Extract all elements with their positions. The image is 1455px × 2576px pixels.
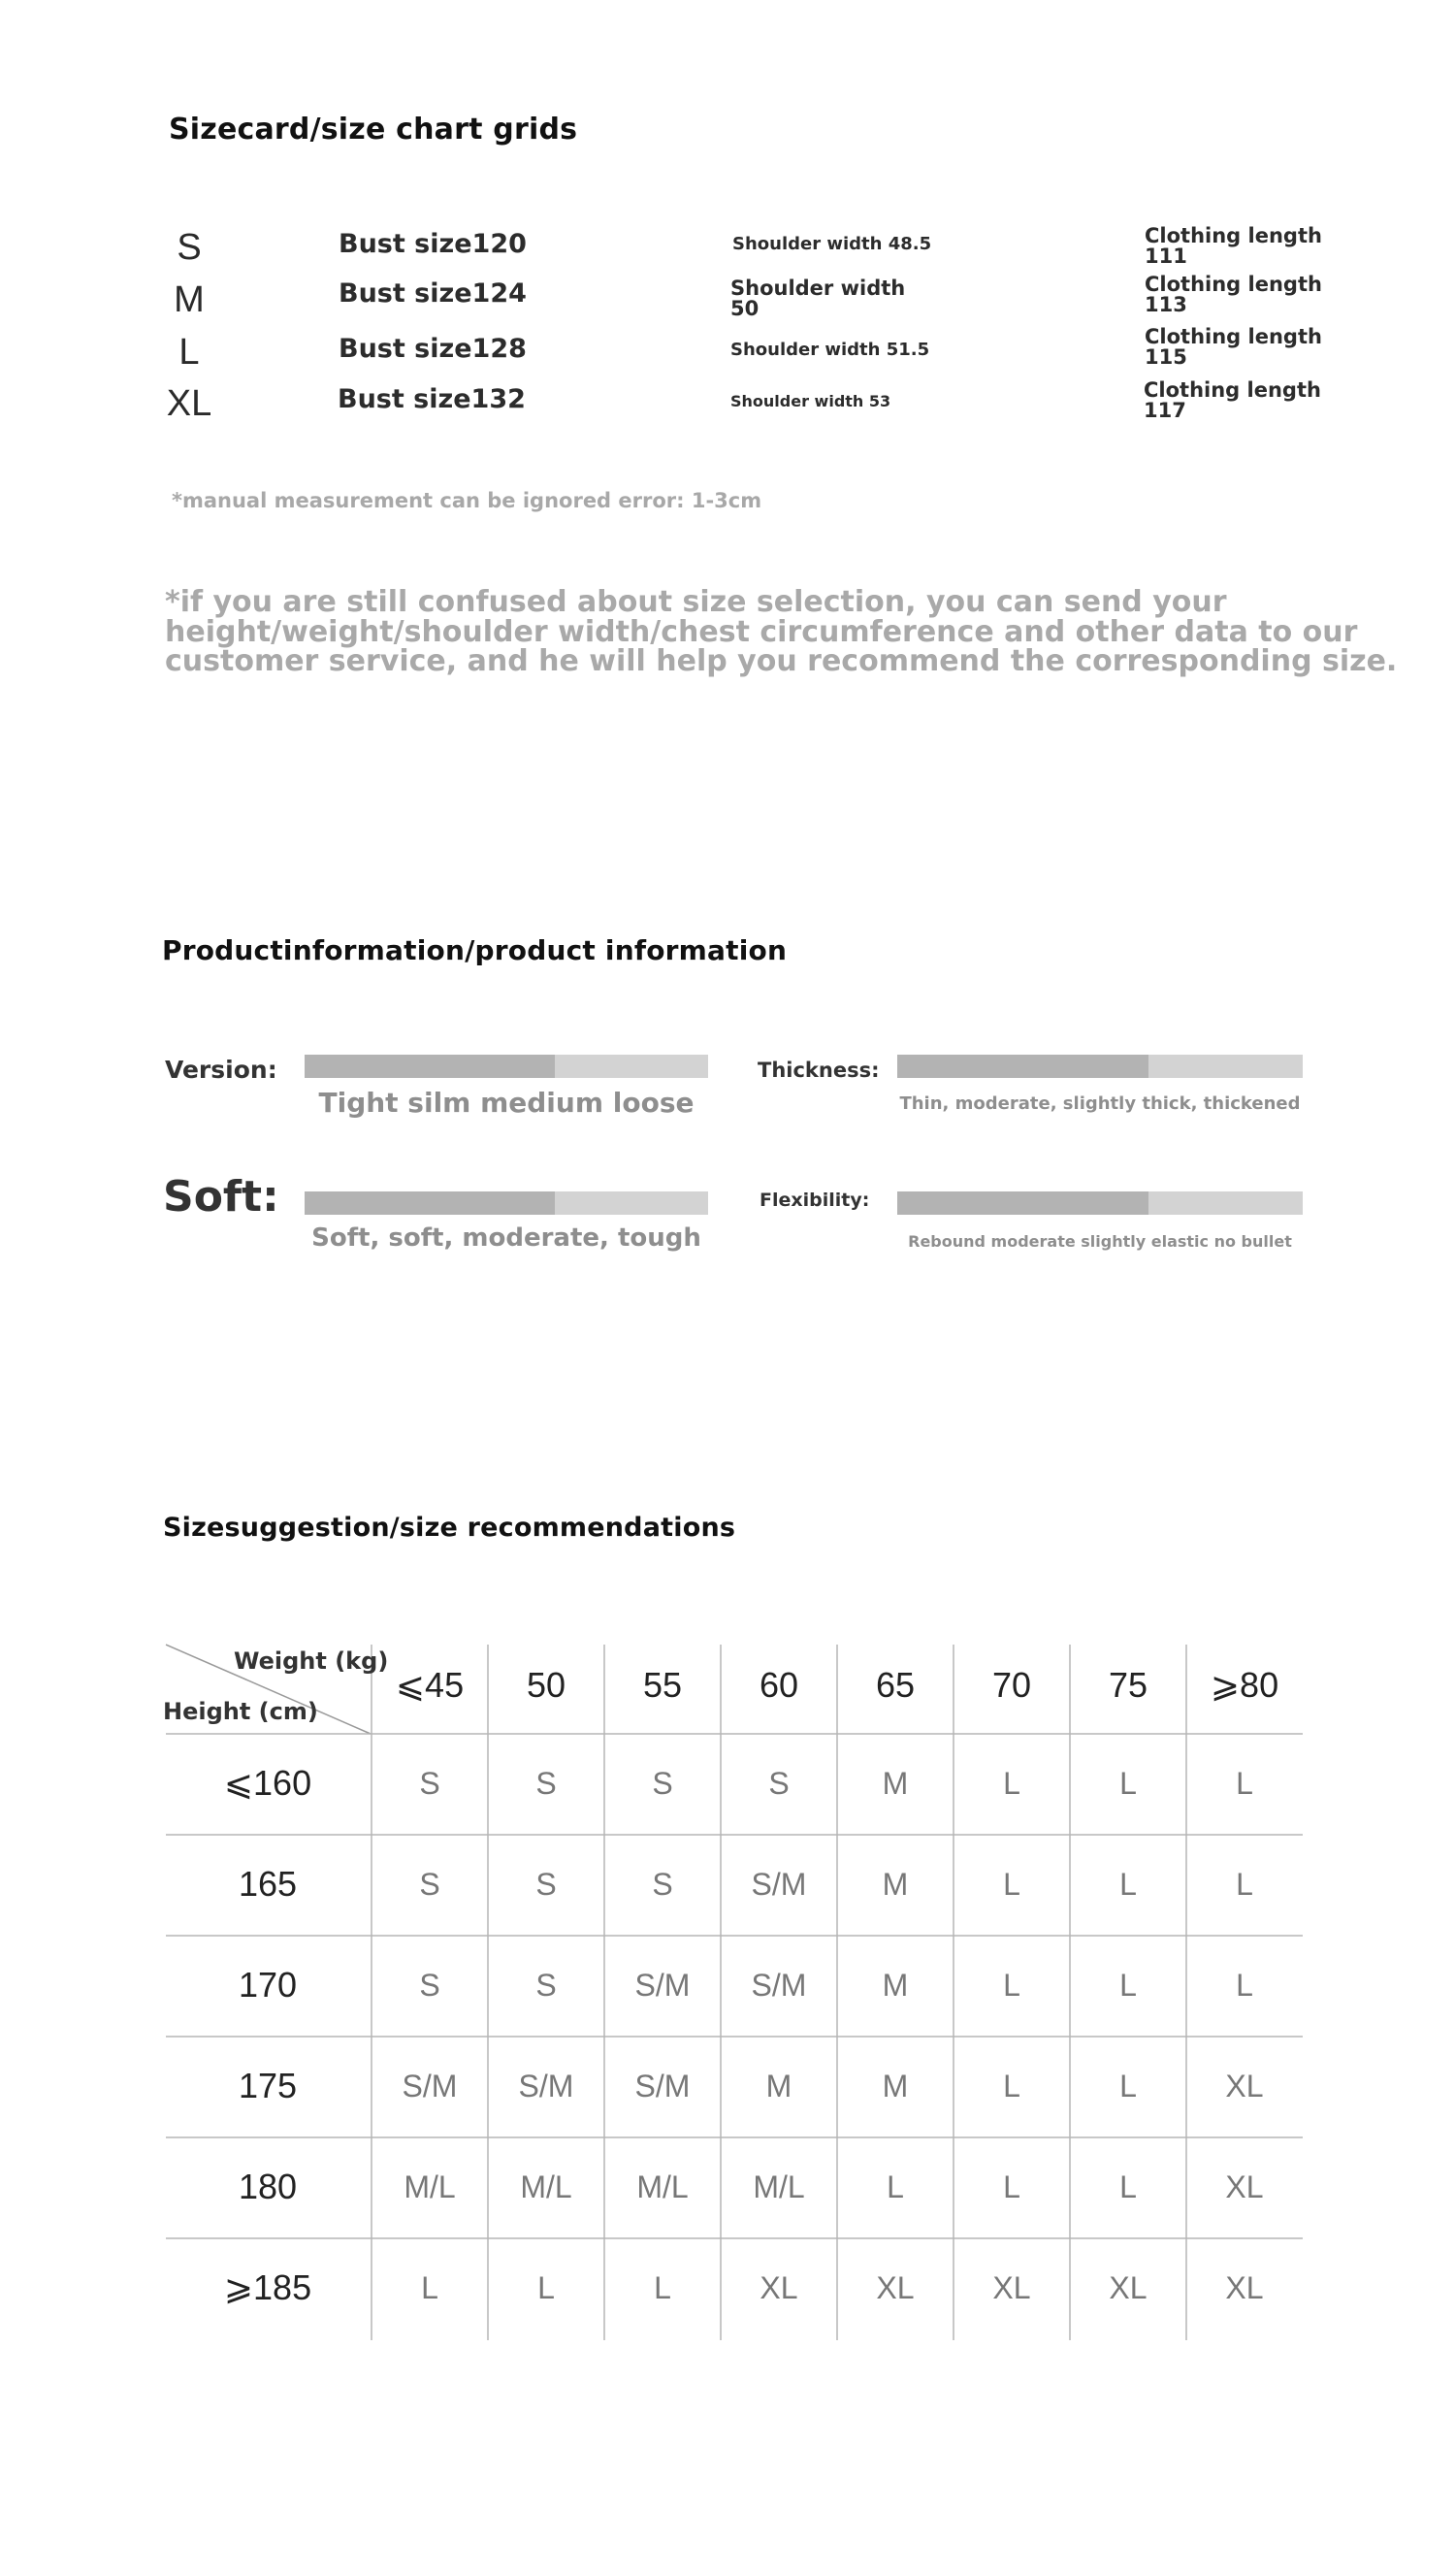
size-cell: S/M <box>751 1968 807 2003</box>
bust-size: Bust size128 <box>339 334 527 364</box>
soft-scale: Soft, soft, moderate, tough <box>311 1223 701 1253</box>
size-cell: S/M <box>634 2069 691 2103</box>
size-cell: M/L <box>636 2169 689 2204</box>
size-cell: M <box>882 2069 909 2103</box>
size-cell: S/M <box>518 2069 574 2103</box>
size-cell: L <box>1119 2169 1137 2204</box>
flexibility-label: Flexibility: <box>760 1190 870 1211</box>
size-cell: S/M <box>751 1867 807 1902</box>
size-cell: L <box>421 2270 438 2305</box>
product-info-title: Productinformation/product information <box>162 934 788 966</box>
size-cell: L <box>1003 1766 1020 1801</box>
version-scale: Tight silm medium loose <box>318 1087 695 1119</box>
weight-header: 65 <box>875 1665 916 1705</box>
size-cell: L <box>1236 1867 1253 1902</box>
size-cell: M <box>882 1867 909 1902</box>
bust-size: Bust size132 <box>338 384 526 414</box>
weight-header: 75 <box>1108 1665 1148 1705</box>
size-cell: S <box>652 1867 673 1902</box>
size-cell: L <box>1119 1968 1137 2003</box>
size-cell: L <box>1003 2069 1020 2103</box>
size-cell: S <box>652 1766 673 1801</box>
size-cell: XL <box>992 2270 1031 2305</box>
soft-label: Soft: <box>163 1172 279 1222</box>
height-row-header: 180 <box>238 2167 298 2206</box>
shoulder-width: Shoulder width 48.5 <box>732 234 932 254</box>
size-cell: XL <box>1109 2270 1148 2305</box>
size-cell: S <box>535 1766 557 1801</box>
clothing-length: Clothing length 117 <box>1144 378 1321 422</box>
weight-header: 50 <box>526 1665 566 1705</box>
size-cell: S/M <box>634 1968 691 2003</box>
size-cell: L <box>887 2169 904 2204</box>
size-cell: S/M <box>402 2069 458 2103</box>
size-chart-title: Sizecard/size chart grids <box>169 113 578 147</box>
size-cell: M <box>765 2069 792 2103</box>
shoulder-width: Shoulder width 53 <box>730 392 891 410</box>
size-cell: L <box>537 2270 555 2305</box>
thickness-label: Thickness: <box>758 1059 880 1082</box>
size-cell: L <box>654 2270 671 2305</box>
size-cell: M <box>882 1766 909 1801</box>
size-cell: S <box>419 1766 440 1801</box>
height-row-header: 170 <box>238 1965 298 2005</box>
clothing-length: Clothing length 113 <box>1145 273 1322 316</box>
weight-axis-label: Weight (kg) <box>234 1647 389 1675</box>
weight-header: ⩽45 <box>395 1665 465 1705</box>
size-cell: S <box>535 1968 557 2003</box>
size-cell: XL <box>876 2270 915 2305</box>
size-recommendation-title: Sizesuggestion/size recommendations <box>163 1513 736 1543</box>
height-row-header: ⩾185 <box>223 2267 312 2307</box>
size-label: S <box>177 227 202 268</box>
size-cell: M/L <box>753 2169 805 2204</box>
measurement-note: *manual measurement can be ignored error: 1-3cm <box>172 489 762 512</box>
size-label: M <box>174 279 205 320</box>
clothing-length: Clothing length 111 <box>1145 224 1322 268</box>
size-cell: M/L <box>520 2169 572 2204</box>
weight-header: 60 <box>759 1665 799 1705</box>
height-row-header: 175 <box>238 2066 298 2105</box>
weight-header: 55 <box>642 1665 683 1705</box>
height-row-header: ⩽160 <box>223 1763 312 1803</box>
size-cell: S <box>419 1968 440 2003</box>
size-cell: S <box>768 1766 790 1801</box>
height-row-header: 165 <box>238 1864 298 1904</box>
bust-size: Bust size124 <box>339 278 527 309</box>
size-cell: L <box>1236 1968 1253 2003</box>
customer-service-note: *if you are still confused about size selection, you can send your height/weight/shoulder width/chest circumference and other data to our customer service, and he will help you recommend the corresponding size. <box>165 585 1398 679</box>
size-cell: XL <box>1225 2169 1264 2204</box>
height-axis-label: Height (cm) <box>163 1698 318 1725</box>
size-cell: S <box>419 1867 440 1902</box>
size-cell: L <box>1003 2169 1020 2204</box>
version-label: Version: <box>165 1056 277 1084</box>
size-cell: M <box>882 1968 909 2003</box>
weight-header: ⩾80 <box>1210 1665 1279 1705</box>
size-cell: XL <box>1225 2270 1264 2305</box>
size-cell: L <box>1119 1867 1137 1902</box>
size-label: L <box>178 332 200 373</box>
size-cell: L <box>1003 1968 1020 2003</box>
bust-size: Bust size120 <box>339 229 527 259</box>
thickness-scale: Thin, moderate, slightly thick, thickened <box>899 1093 1301 1114</box>
flexibility-scale: Rebound moderate slightly elastic no bullet <box>908 1232 1292 1251</box>
size-label: XL <box>166 383 212 424</box>
clothing-length: Clothing length 115 <box>1145 325 1322 369</box>
size-cell: S <box>535 1867 557 1902</box>
weight-header: 70 <box>991 1665 1032 1705</box>
size-cell: L <box>1119 2069 1137 2103</box>
shoulder-width: Shoulder width 51.5 <box>730 340 930 360</box>
size-cell: XL <box>760 2270 798 2305</box>
size-cell: M/L <box>404 2169 456 2204</box>
size-cell: XL <box>1225 2069 1264 2103</box>
size-cell: L <box>1236 1766 1253 1801</box>
shoulder-width: Shoulder width 50 <box>730 277 906 320</box>
size-cell: L <box>1003 1867 1020 1902</box>
size-cell: L <box>1119 1766 1137 1801</box>
